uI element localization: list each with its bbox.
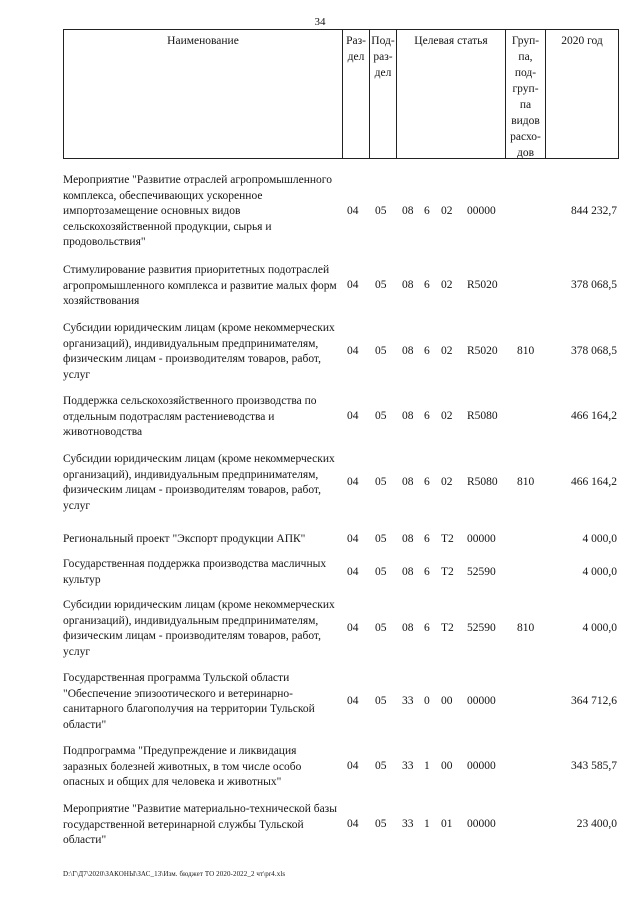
row-cel-2: 6 xyxy=(424,279,430,291)
row-podrazdel: 05 xyxy=(375,205,387,217)
row-cel-1: 08 xyxy=(402,476,414,488)
row-cel-2: 6 xyxy=(424,566,430,578)
row-cel-3: 00 xyxy=(441,760,453,772)
row-cel-1: 08 xyxy=(402,533,414,545)
row-name: Государственная программа Тульской области "Обеспечение эпизоотического и ветеринарно-санитарного благополучия на территории Тульской области" xyxy=(63,672,315,731)
row-name: Субсидии юридическим лицам (кроме некоммерческих организаций), индивидуальным предпринимателям, физическим лицам - производителям товаров, работ, услуг xyxy=(63,599,335,658)
header-gruppa-line: груп- xyxy=(512,83,539,95)
row-cel-3: T2 xyxy=(441,566,454,578)
row-amount: 466 164,2 xyxy=(571,476,617,488)
row-cel-1: 33 xyxy=(402,818,414,830)
header-gruppa-line: дов xyxy=(516,147,535,159)
header-year-text: 2020 год xyxy=(561,35,603,47)
row-cel-2: 1 xyxy=(424,760,430,772)
page-number: 34 xyxy=(314,16,326,28)
row-cel-2: 6 xyxy=(424,476,430,488)
header-celevaya-statya xyxy=(397,30,506,158)
header-podrazdel-line: Под- xyxy=(371,35,395,47)
row-gruppa: 810 xyxy=(517,476,535,488)
row-razdel: 04 xyxy=(347,695,359,707)
row-name: Подпрограмма "Предупреждение и ликвидация заразных болезней животных, в том числе особо опасных и общих для человека и животных" xyxy=(63,745,302,788)
row-cel-3: 02 xyxy=(441,279,453,291)
row-name: Субсидии юридическим лицам (кроме некоммерческих организаций), индивидуальным предпринимателям, физическим лицам - производителям товаров, работ, услуг xyxy=(63,322,335,381)
row-cel-2: 6 xyxy=(424,410,430,422)
row-razdel: 04 xyxy=(347,410,359,422)
row-podrazdel: 05 xyxy=(375,279,387,291)
header-cel-text: Целевая статья xyxy=(414,35,488,47)
row-cel-2: 6 xyxy=(424,205,430,217)
row-name: Региональный проект "Экспорт продукции АПК" xyxy=(63,533,306,545)
row-name: Поддержка сельскохозяйственного производства по отдельным подотраслям растениеводства и животноводства xyxy=(63,395,317,438)
row-cel-3: 02 xyxy=(441,476,453,488)
header-gruppa xyxy=(506,30,546,158)
row-amount: 378 068,5 xyxy=(571,345,617,357)
row-podrazdel: 05 xyxy=(375,622,387,634)
table-header xyxy=(63,29,619,159)
row-podrazdel: 05 xyxy=(375,695,387,707)
row-podrazdel: 05 xyxy=(375,410,387,422)
row-podrazdel: 05 xyxy=(375,533,387,545)
row-cel-4: 52590 xyxy=(467,622,496,634)
row-cel-2: 0 xyxy=(424,695,430,707)
row-cel-1: 08 xyxy=(402,410,414,422)
row-amount: 466 164,2 xyxy=(571,410,617,422)
row-amount: 4 000,0 xyxy=(582,533,617,545)
header-name-text: Наименование xyxy=(167,35,239,47)
header-name xyxy=(64,30,343,158)
row-cel-4: R5080 xyxy=(467,476,498,488)
row-name: Мероприятие "Развитие материально-технической базы государственной ветеринарной службы Тульской области" xyxy=(63,803,337,846)
row-cel-1: 08 xyxy=(402,205,414,217)
header-gruppa-line: Груп- xyxy=(511,35,540,47)
row-gruppa: 810 xyxy=(517,622,535,634)
row-amount: 844 232,7 xyxy=(571,205,617,217)
row-razdel: 04 xyxy=(347,476,359,488)
row-cel-3: 01 xyxy=(441,818,453,830)
row-amount: 4 000,0 xyxy=(582,622,617,634)
row-amount: 23 400,0 xyxy=(576,818,617,830)
row-cel-4: 00000 xyxy=(467,818,496,830)
row-razdel: 04 xyxy=(347,205,359,217)
row-cel-1: 08 xyxy=(402,622,414,634)
header-podrazdel-line: дел xyxy=(374,67,392,79)
row-cel-1: 08 xyxy=(402,345,414,357)
row-cel-3: T2 xyxy=(441,622,454,634)
file-path-footer: D:\Г\Д7\2020\ЗАКОНЫ\ЗАС_13\Изм. бюджет ТО 2020-2022_2 чт\pr4.xls xyxy=(63,870,286,878)
header-gruppa-line: расхо- xyxy=(510,131,541,143)
row-cel-3: 02 xyxy=(441,205,453,217)
row-podrazdel: 05 xyxy=(375,476,387,488)
header-year xyxy=(546,30,618,158)
row-cel-4: 52590 xyxy=(467,566,496,578)
row-cel-4: R5080 xyxy=(467,410,498,422)
header-razdel-line: дел xyxy=(347,51,365,63)
row-amount: 364 712,6 xyxy=(571,695,617,707)
row-cel-2: 6 xyxy=(424,622,430,634)
row-cel-4: R5020 xyxy=(467,279,498,291)
row-cel-1: 33 xyxy=(402,695,414,707)
row-podrazdel: 05 xyxy=(375,566,387,578)
row-cel-3: 00 xyxy=(441,695,453,707)
header-podrazdel xyxy=(370,30,397,158)
row-cel-2: 1 xyxy=(424,818,430,830)
row-razdel: 04 xyxy=(347,345,359,357)
row-amount: 378 068,5 xyxy=(571,279,617,291)
row-razdel: 04 xyxy=(347,818,359,830)
row-cel-1: 08 xyxy=(402,279,414,291)
row-razdel: 04 xyxy=(347,533,359,545)
row-razdel: 04 xyxy=(347,760,359,772)
row-amount: 343 585,7 xyxy=(571,760,617,772)
row-cel-3: 02 xyxy=(441,410,453,422)
row-razdel: 04 xyxy=(347,279,359,291)
row-cel-2: 6 xyxy=(424,533,430,545)
row-cel-3: T2 xyxy=(441,533,454,545)
row-name: Стимулирование развития приоритетных подотраслей агропромышленного комплекса и развитие малых форм хозяйствования xyxy=(63,264,337,307)
row-cel-4: R5020 xyxy=(467,345,498,357)
header-gruppa-line: па, xyxy=(518,51,533,63)
row-cel-3: 02 xyxy=(441,345,453,357)
header-gruppa-line: видов xyxy=(511,115,540,127)
row-cel-2: 6 xyxy=(424,345,430,357)
header-razdel-line: Раз- xyxy=(346,35,366,47)
header-razdel xyxy=(343,30,370,158)
row-gruppa: 810 xyxy=(517,345,535,357)
row-podrazdel: 05 xyxy=(375,345,387,357)
row-podrazdel: 05 xyxy=(375,760,387,772)
row-podrazdel: 05 xyxy=(375,818,387,830)
row-cel-1: 08 xyxy=(402,566,414,578)
row-cel-4: 00000 xyxy=(467,205,496,217)
row-cel-4: 00000 xyxy=(467,760,496,772)
row-cel-4: 00000 xyxy=(467,695,496,707)
row-cel-1: 33 xyxy=(402,760,414,772)
row-razdel: 04 xyxy=(347,566,359,578)
row-name: Мероприятие "Развитие отраслей агропромышленного комплекса, обеспечивающих ускоренное импортозамещение основных видов сельскохозяйственной продукции, сырья и продовольствия" xyxy=(63,174,332,248)
row-amount: 4 000,0 xyxy=(582,566,617,578)
row-name: Субсидии юридическим лицам (кроме некоммерческих организаций), индивидуальным предпринимателям, физическим лицам - производителям товаров, работ, услуг xyxy=(63,453,335,512)
row-cel-4: 00000 xyxy=(467,533,496,545)
row-razdel: 04 xyxy=(347,622,359,634)
row-name: Государственная поддержка производства масличных культур xyxy=(63,558,327,586)
header-podrazdel-line: раз- xyxy=(373,51,393,63)
header-gruppa-line: па xyxy=(519,99,532,111)
header-gruppa-line: под- xyxy=(514,67,537,79)
